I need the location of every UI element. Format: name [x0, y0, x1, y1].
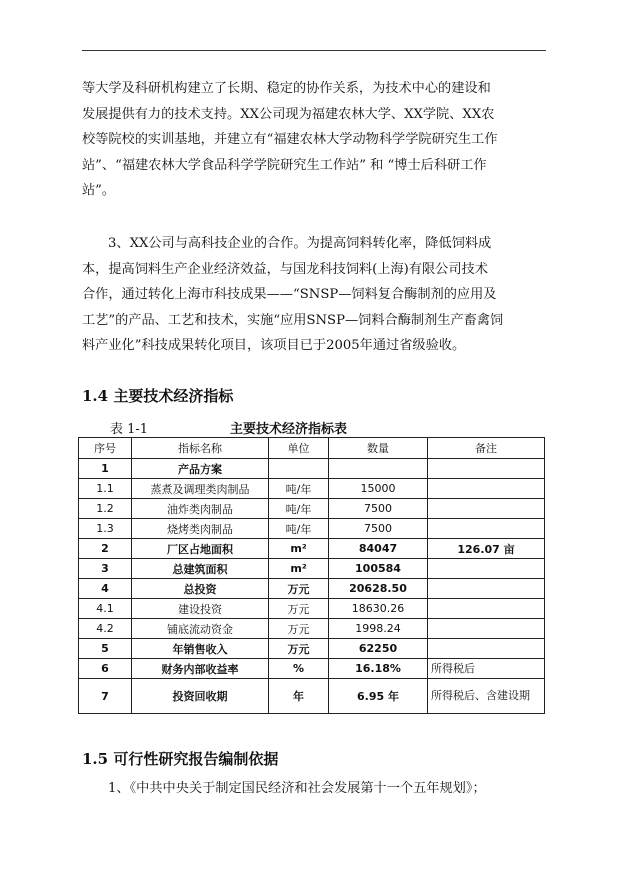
cell-name: 产品方案: [132, 459, 269, 479]
section-heading-1-5: 1.5 可行性研究报告编制依据: [82, 750, 279, 768]
cell-qty: 20628.50: [329, 579, 428, 599]
col-header-qty: 数量: [329, 438, 428, 459]
table-row: [79, 619, 545, 639]
cell-no: 4: [79, 579, 132, 599]
cell-name: 蒸煮及调理类肉制品: [132, 479, 269, 499]
cell-no: 1.3: [79, 519, 132, 539]
cell-note: [428, 479, 545, 499]
cell-no: 7: [79, 679, 132, 714]
cell-unit: %: [269, 659, 329, 679]
cell-unit: 万元: [269, 639, 329, 659]
text-line: 等大学及科研机构建立了长期、稳定的协作关系，为技术中心的建设和: [82, 81, 491, 96]
table-row: [79, 519, 545, 539]
cell-qty: 7500: [329, 519, 428, 539]
cell-note: 所得税后、含建设期: [428, 679, 545, 714]
table-row: [79, 559, 545, 579]
table-row: [79, 659, 545, 679]
cell-no: 4.1: [79, 599, 132, 619]
cell-unit: 万元: [269, 579, 329, 599]
text-line: 站”。: [82, 183, 116, 198]
text-line: 站”、“福建农林大学食品科学学院研究生工作站” 和 “博士后科研工作: [82, 157, 487, 173]
cell-unit: 吨/年: [269, 519, 329, 539]
cell-name: 油炸类肉制品: [132, 499, 269, 519]
header-rule: [82, 50, 546, 51]
text-line: 本，提高饲料生产企业经济效益，与国龙科技饲料(上海)有限公司技术: [82, 261, 488, 277]
cell-note: [428, 639, 545, 659]
cell-note: 所得税后: [428, 659, 545, 679]
cell-no: 6: [79, 659, 132, 679]
cell-name: 总建筑面积: [132, 559, 269, 579]
table-number: 表 1-1: [110, 422, 149, 437]
cell-qty: 18630.26: [329, 599, 428, 619]
cell-note: [428, 499, 545, 519]
cell-no: 4.2: [79, 619, 132, 639]
section-heading-1-4: 1.4 主要技术经济指标: [82, 387, 234, 405]
cell-unit: m²: [269, 539, 329, 559]
cell-note: [428, 559, 545, 579]
table-row: [79, 679, 545, 714]
cell-note: [428, 459, 545, 479]
text-line: 3、XX公司与高科技企业的合作。为提高饲料转化率，降低饲料成: [108, 236, 492, 251]
cell-no: 1.2: [79, 499, 132, 519]
cell-unit: 吨/年: [269, 499, 329, 519]
cell-unit: m²: [269, 559, 329, 579]
cell-qty: 6.95 年: [329, 679, 428, 714]
table-row: [79, 579, 545, 599]
cell-no: 5: [79, 639, 132, 659]
cell-no: 1.1: [79, 479, 132, 499]
table-row: [79, 499, 545, 519]
cell-name: 投资回收期: [132, 679, 269, 714]
cell-no: 1: [79, 459, 132, 479]
paragraph-hightech-cooperation: [82, 231, 546, 359]
cell-name: 财务内部收益率: [132, 659, 269, 679]
cell-unit: 年: [269, 679, 329, 714]
cell-unit: 吨/年: [269, 479, 329, 499]
text-line: 校等院校的实训基地，并建立有“福建农林大学动物科学学院研究生工作: [82, 132, 498, 147]
table-row: [79, 539, 545, 559]
cell-qty: 84047: [329, 539, 428, 559]
col-header-name: 指标名称: [132, 438, 269, 459]
col-header-note: 备注: [428, 438, 545, 459]
cell-unit: 万元: [269, 619, 329, 639]
table-title: 主要技术经济指标表: [230, 422, 348, 437]
col-header-no: 序号: [79, 438, 132, 459]
kpi-table: [78, 437, 545, 714]
cell-no: 3: [79, 559, 132, 579]
text-line: 工艺”的产品、工艺和技术，实施“应用SNSP—饲料合酶制剂生产畜禽饲: [82, 312, 504, 328]
cell-unit: 万元: [269, 599, 329, 619]
table-header-row: [79, 438, 545, 459]
cell-no: 2: [79, 539, 132, 559]
cell-name: 烧烤类肉制品: [132, 519, 269, 539]
cell-name: 厂区占地面积: [132, 539, 269, 559]
cell-unit: [269, 459, 329, 479]
cell-name: 建设投资: [132, 599, 269, 619]
cell-note: [428, 579, 545, 599]
cell-qty: [329, 459, 428, 479]
text-line: 料产业化”科技成果转化项目，该项目已于2005年通过省级验收。: [82, 338, 466, 353]
cell-name: 总投资: [132, 579, 269, 599]
basis-list: [82, 776, 546, 802]
cell-qty: 7500: [329, 499, 428, 519]
table-row: [79, 639, 545, 659]
cell-qty: 16.18%: [329, 659, 428, 679]
cell-qty: 1998.24: [329, 619, 428, 639]
cell-name: 铺底流动资金: [132, 619, 269, 639]
table-row: [79, 459, 545, 479]
cell-qty: 100584: [329, 559, 428, 579]
cell-qty: 15000: [329, 479, 428, 499]
cell-qty: 62250: [329, 639, 428, 659]
col-header-unit: 单位: [269, 438, 329, 459]
cell-note: [428, 599, 545, 619]
text-line: 合作，通过转化上海市科技成果——“SNSP—饲料复合酶制剂的应用及: [82, 287, 497, 302]
table-row: [79, 479, 545, 499]
table-row: [79, 599, 545, 619]
cell-note: [428, 619, 545, 639]
paragraph-cooperation-universities: [82, 76, 546, 204]
cell-note: [428, 519, 545, 539]
cell-name: 年销售收入: [132, 639, 269, 659]
basis-item: 1、《中共中央关于制定国民经济和社会发展第十一个五年规划》；: [108, 781, 486, 796]
text-line: 发展提供有力的技术支持。XX公司现为福建农林大学、XX学院、XX农: [82, 106, 495, 122]
cell-note: 126.07 亩: [428, 539, 545, 559]
